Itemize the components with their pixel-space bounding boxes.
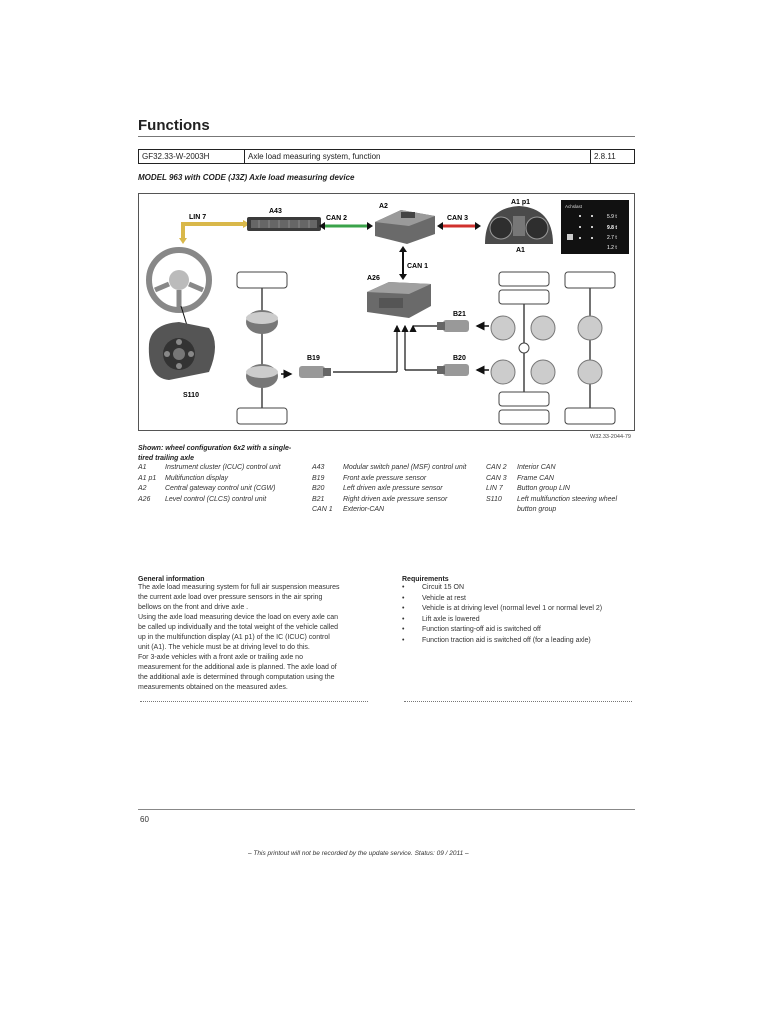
s110-button-group bbox=[149, 322, 215, 380]
legend-row bbox=[312, 505, 477, 516]
legend-text: Front axle pressure sensor bbox=[343, 474, 427, 482]
list-item: • Function traction aid is switched off (for a leading axle) bbox=[402, 636, 638, 647]
legend-row bbox=[312, 484, 477, 495]
legend-text: Multifunction display bbox=[165, 474, 229, 482]
doc-code: GF32.33-W-2003H bbox=[139, 150, 245, 163]
legend-row bbox=[486, 484, 638, 495]
legend-code: CAN 1 bbox=[312, 506, 333, 513]
paragraph-line: measurement for the additional axle is planned. The axle load of bbox=[138, 664, 337, 671]
paragraph-line: the additional axle is determined through computation using the bbox=[138, 674, 335, 681]
section-divider bbox=[140, 701, 368, 702]
legend-code: A1 bbox=[138, 464, 147, 471]
a43-switch-panel bbox=[247, 217, 321, 231]
page-title: Functions bbox=[138, 117, 210, 134]
doc-title: Axle load measuring system, function bbox=[245, 150, 591, 163]
legend-row bbox=[312, 474, 477, 485]
legend-code: A26 bbox=[138, 495, 151, 503]
label-can2: CAN 2 bbox=[326, 215, 348, 222]
figure-id: W32.33-2044-79 bbox=[590, 434, 631, 440]
legend-code: CAN 2 bbox=[486, 464, 507, 471]
diagram-svg bbox=[139, 194, 634, 430]
legend-code: S110 bbox=[486, 495, 502, 503]
paragraph-line: the current axle load over pressure sensors in the air spring bbox=[138, 594, 323, 601]
steering-wheel bbox=[149, 250, 209, 332]
multifunction-display bbox=[561, 200, 629, 254]
display-value-4: 1.2 t bbox=[607, 245, 617, 251]
footer-note: – This printout will not be recorded by the update service. Status: 09 / 2011 – bbox=[248, 850, 469, 857]
label-a1: A1 bbox=[516, 247, 525, 254]
can3-connection bbox=[437, 222, 481, 230]
legend-row bbox=[312, 463, 477, 474]
list-item: • Function starting-off aid is switched off bbox=[402, 625, 638, 636]
requirement-text: Vehicle is at driving level (normal level 1 or normal level 2) bbox=[422, 605, 603, 612]
display-value-1: 5.9 t bbox=[607, 214, 617, 220]
requirement-text: Circuit 15 ON bbox=[422, 584, 465, 591]
a1-instrument-cluster bbox=[485, 206, 553, 244]
legend-row bbox=[138, 474, 303, 485]
legend-code: B19 bbox=[312, 474, 325, 482]
page-number: 60 bbox=[140, 815, 149, 824]
label-can3: CAN 3 bbox=[447, 215, 469, 222]
can2-connection bbox=[319, 222, 373, 230]
requirements-section bbox=[402, 576, 638, 646]
legend-text: Level control (CLCS) control unit bbox=[165, 495, 267, 503]
legend-text: Frame CAN bbox=[517, 474, 554, 482]
general-information-text bbox=[138, 583, 378, 693]
legend-row bbox=[486, 463, 638, 474]
legend-row bbox=[312, 495, 477, 506]
paragraph-line: Using the axle load measuring device the load on every axle can bbox=[138, 614, 339, 621]
requirement-text: Lift axle is lowered bbox=[422, 615, 480, 623]
legend-text: Modular switch panel (MSF) control unit bbox=[343, 464, 467, 471]
list-item: • Vehicle at rest bbox=[402, 594, 638, 605]
legend-code: LIN 7 bbox=[486, 485, 503, 492]
legend-row bbox=[486, 495, 638, 516]
label-s110: S110 bbox=[183, 392, 199, 399]
title-divider bbox=[138, 136, 635, 137]
model-line: MODEL 963 with CODE (J3Z) Axle load measuring device bbox=[138, 173, 355, 182]
paragraph-line: up in the multifunction display (A1 p1) of the IC (ICUC) control bbox=[138, 634, 330, 641]
general-information-section bbox=[138, 576, 378, 693]
label-a2: A2 bbox=[379, 203, 388, 210]
front-axle-schematic bbox=[237, 272, 291, 424]
legend-row bbox=[486, 474, 638, 485]
label-b19: B19 bbox=[307, 355, 320, 362]
label-a43: A43 bbox=[269, 208, 282, 215]
label-lin7: LIN 7 bbox=[189, 214, 207, 221]
display-value-2: 9.8 t bbox=[607, 225, 618, 231]
a2-gateway-unit bbox=[375, 210, 435, 244]
label-can1: CAN 1 bbox=[407, 263, 429, 270]
legend-heading: Shown: wheel configuration 6x2 with a single-tired trailing axle bbox=[138, 445, 292, 462]
lin7-connection bbox=[179, 220, 250, 244]
legend-code: B20 bbox=[312, 485, 325, 492]
legend-text: Interior CAN bbox=[517, 464, 556, 471]
b21-sensor bbox=[437, 320, 489, 332]
rear-axles-schematic bbox=[491, 272, 615, 424]
label-a26: A26 bbox=[367, 275, 380, 282]
display-heading: Achslast bbox=[565, 204, 583, 209]
requirements-list bbox=[402, 583, 638, 646]
legend-text: Central gateway control unit (CGW) bbox=[165, 485, 276, 492]
section-divider bbox=[404, 701, 632, 702]
paragraph-line: bellows on the front and drive axle . bbox=[138, 604, 249, 611]
legend-row bbox=[138, 463, 303, 474]
b19-sensor bbox=[299, 366, 331, 378]
paragraph-line: be called up individually and the total weight of the vehicle called bbox=[138, 624, 339, 631]
a26-level-control-unit bbox=[367, 282, 431, 318]
can1-connection bbox=[399, 246, 407, 280]
legend-column-2 bbox=[312, 463, 477, 516]
label-b20: B20 bbox=[453, 355, 466, 362]
paragraph-line: measurements obtained on the measured axles. bbox=[138, 684, 288, 691]
legend-text: Right driven axle pressure sensor bbox=[343, 495, 448, 503]
paragraph-line: unit (A1). The vehicle must be at driving level to do this. bbox=[138, 644, 310, 651]
sensor-wiring bbox=[333, 326, 439, 372]
legend-code: A2 bbox=[138, 485, 147, 492]
label-a1p1: A1 p1 bbox=[511, 199, 531, 206]
legend-column-3 bbox=[486, 463, 638, 516]
doc-version: 2.8.11 bbox=[594, 152, 616, 161]
legend-code: A1 p1 bbox=[138, 474, 157, 482]
list-item: • Vehicle is at driving level (normal level 1 or normal level 2) bbox=[402, 604, 638, 615]
paragraph-line: The axle load measuring system for full air suspension measures bbox=[138, 584, 340, 591]
b20-sensor bbox=[437, 364, 489, 376]
legend-code: B21 bbox=[312, 495, 325, 503]
footer-divider bbox=[138, 809, 635, 810]
legend-row bbox=[138, 495, 303, 506]
legend-text: Button group LIN bbox=[517, 485, 570, 492]
legend-text: Left multifunction steering wheel button group bbox=[517, 495, 617, 513]
requirement-text: Function traction aid is switched off (for a leading axle) bbox=[422, 636, 591, 644]
display-value-3: 2.7 t bbox=[607, 235, 617, 241]
system-diagram bbox=[138, 193, 635, 431]
document-header-table bbox=[138, 149, 635, 164]
paragraph-line: For 3-axle vehicles with a front axle or trailing axle no bbox=[138, 654, 303, 661]
legend-row bbox=[138, 484, 303, 495]
legend-column-1 bbox=[138, 463, 303, 505]
list-item: • Lift axle is lowered bbox=[402, 615, 638, 626]
requirements-heading: Requirements bbox=[402, 576, 449, 583]
legend-code: CAN 3 bbox=[486, 474, 507, 482]
requirement-text: Vehicle at rest bbox=[422, 594, 466, 602]
legend-code: A43 bbox=[312, 464, 325, 471]
requirement-text: Function starting-off aid is switched off bbox=[422, 626, 541, 633]
list-item: • Circuit 15 ON bbox=[402, 583, 638, 594]
legend-text: Left driven axle pressure sensor bbox=[343, 485, 443, 492]
general-information-heading: General information bbox=[138, 576, 205, 583]
legend-text: Exterior-CAN bbox=[343, 506, 385, 513]
legend-text: Instrument cluster (ICUC) control unit bbox=[165, 464, 281, 471]
label-b21: B21 bbox=[453, 311, 466, 318]
